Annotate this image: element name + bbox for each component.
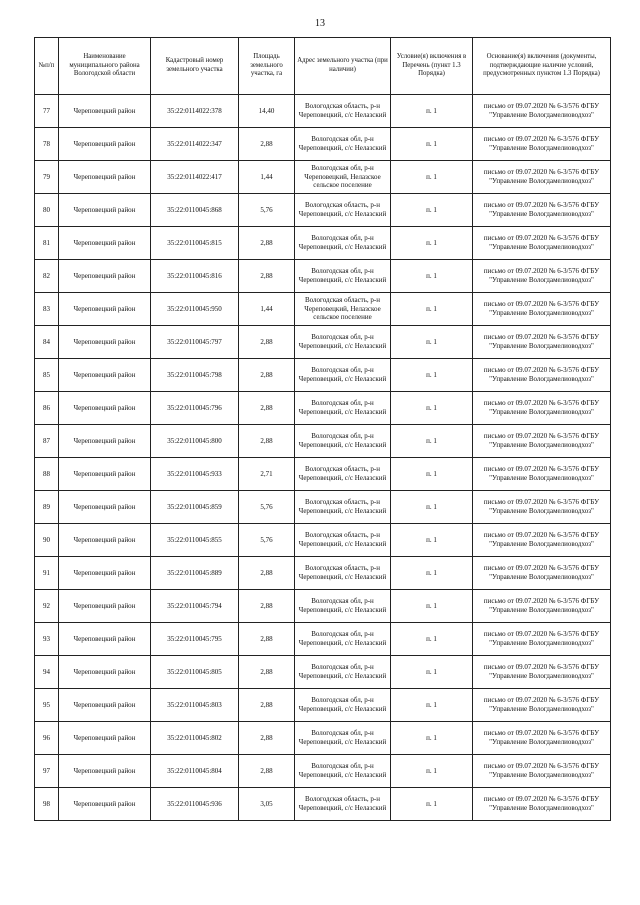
district-cell: Череповецкий район [59, 656, 151, 689]
address-cell: Вологодская обл, р-н Череповецкий, с/с Нелазский [295, 227, 391, 260]
basis-cell: письмо от 09.07.2020 № 6-3/576 ФГБУ "Управление Вологдамелиоводхоз" [473, 458, 611, 491]
condition-cell: п. 1 [391, 194, 473, 227]
condition-cell: п. 1 [391, 557, 473, 590]
address-cell: Вологодская обл, р-н Череповецкий, с/с Нелазский [295, 260, 391, 293]
cadastral-cell: 35:22:0110045:800 [151, 425, 239, 458]
basis-cell: письмо от 09.07.2020 № 6-3/576 ФГБУ "Управление Вологдамелиоводхоз" [473, 755, 611, 788]
area-cell: 2,88 [239, 722, 295, 755]
condition-cell: п. 1 [391, 458, 473, 491]
table-row [35, 227, 611, 260]
cadastral-cell: 35:22:0110045:815 [151, 227, 239, 260]
condition-cell: п. 1 [391, 326, 473, 359]
condition-cell: п. 1 [391, 95, 473, 128]
header-address: Адрес земельного участка (при наличии) [295, 38, 391, 95]
cadastral-cell: 35:22:0110045:796 [151, 392, 239, 425]
table-row [35, 623, 611, 656]
condition-cell: п. 1 [391, 722, 473, 755]
row-number: 77 [35, 95, 59, 128]
address-cell: Вологодская область, р-н Череповецкий, с/с Нелазский [295, 458, 391, 491]
row-number: 97 [35, 755, 59, 788]
basis-cell: письмо от 09.07.2020 № 6-3/576 ФГБУ "Управление Вологдамелиоводхоз" [473, 260, 611, 293]
table-row [35, 95, 611, 128]
basis-cell: письмо от 09.07.2020 № 6-3/576 ФГБУ "Управление Вологдамелиоводхоз" [473, 194, 611, 227]
basis-cell: письмо от 09.07.2020 № 6-3/576 ФГБУ "Управление Вологдамелиоводхоз" [473, 293, 611, 326]
basis-cell: письмо от 09.07.2020 № 6-3/576 ФГБУ "Управление Вологдамелиоводхоз" [473, 722, 611, 755]
district-cell: Череповецкий район [59, 590, 151, 623]
district-cell: Череповецкий район [59, 491, 151, 524]
basis-cell: письмо от 09.07.2020 № 6-3/576 ФГБУ "Управление Вологдамелиоводхоз" [473, 524, 611, 557]
row-number: 98 [35, 788, 59, 821]
basis-cell: письмо от 09.07.2020 № 6-3/576 ФГБУ "Управление Вологдамелиоводхоз" [473, 557, 611, 590]
page-number: 13 [315, 18, 325, 29]
table-row [35, 755, 611, 788]
district-cell: Череповецкий район [59, 95, 151, 128]
district-cell: Череповецкий район [59, 557, 151, 590]
condition-cell: п. 1 [391, 359, 473, 392]
area-cell: 3,05 [239, 788, 295, 821]
district-cell: Череповецкий район [59, 722, 151, 755]
basis-cell: письмо от 09.07.2020 № 6-3/576 ФГБУ "Управление Вологдамелиоводхоз" [473, 392, 611, 425]
cadastral-cell: 35:22:0110045:859 [151, 491, 239, 524]
address-cell: Вологодская область, р-н Череповецкий, Нелазское сельское поселение [295, 293, 391, 326]
area-cell: 2,88 [239, 425, 295, 458]
address-cell: Вологодская обл, р-н Череповецкий, с/с Нелазский [295, 392, 391, 425]
row-number: 86 [35, 392, 59, 425]
condition-cell: п. 1 [391, 425, 473, 458]
cadastral-cell: 35:22:0114022:378 [151, 95, 239, 128]
area-cell: 2,88 [239, 689, 295, 722]
cadastral-cell: 35:22:0114022:417 [151, 161, 239, 194]
district-cell: Череповецкий район [59, 458, 151, 491]
district-cell: Череповецкий район [59, 194, 151, 227]
area-cell: 5,76 [239, 524, 295, 557]
area-cell: 14,40 [239, 95, 295, 128]
condition-cell: п. 1 [391, 293, 473, 326]
address-cell: Вологодская обл, р-н Череповецкий, с/с Нелазский [295, 359, 391, 392]
basis-cell: письмо от 09.07.2020 № 6-3/576 ФГБУ "Управление Вологдамелиоводхоз" [473, 590, 611, 623]
condition-cell: п. 1 [391, 755, 473, 788]
cadastral-cell: 35:22:0110045:798 [151, 359, 239, 392]
address-cell: Вологодская область, р-н Череповецкий, с/с Нелазский [295, 788, 391, 821]
condition-cell: п. 1 [391, 788, 473, 821]
condition-cell: п. 1 [391, 590, 473, 623]
header-basis: Основание(я) включения (документы, подтверждающие наличие условий, предусмотренных пунктом 1.3 Порядка) [473, 38, 611, 95]
basis-cell: письмо от 09.07.2020 № 6-3/576 ФГБУ "Управление Вологдамелиоводхоз" [473, 656, 611, 689]
address-cell: Вологодская обл, р-н Череповецкий, с/с Нелазский [295, 128, 391, 161]
basis-cell: письмо от 09.07.2020 № 6-3/576 ФГБУ "Управление Вологдамелиоводхоз" [473, 95, 611, 128]
area-cell: 2,88 [239, 260, 295, 293]
address-cell: Вологодская область, р-н Череповецкий, с/с Нелазский [295, 524, 391, 557]
basis-cell: письмо от 09.07.2020 № 6-3/576 ФГБУ "Управление Вологдамелиоводхоз" [473, 491, 611, 524]
row-number: 92 [35, 590, 59, 623]
district-cell: Череповецкий район [59, 788, 151, 821]
row-number: 87 [35, 425, 59, 458]
row-number: 93 [35, 623, 59, 656]
row-number: 83 [35, 293, 59, 326]
district-cell: Череповецкий район [59, 623, 151, 656]
cadastral-cell: 35:22:0110045:868 [151, 194, 239, 227]
table-header-row [35, 38, 611, 95]
table-row [35, 425, 611, 458]
cadastral-cell: 35:22:0110045:950 [151, 293, 239, 326]
table-row [35, 689, 611, 722]
basis-cell: письмо от 09.07.2020 № 6-3/576 ФГБУ "Управление Вологдамелиоводхоз" [473, 161, 611, 194]
district-cell: Череповецкий район [59, 689, 151, 722]
table-row [35, 293, 611, 326]
condition-cell: п. 1 [391, 260, 473, 293]
row-number: 84 [35, 326, 59, 359]
cadastral-cell: 35:22:0114022:347 [151, 128, 239, 161]
header-condition: Условие(я) включения в Перечень (пункт 1.3 Порядка) [391, 38, 473, 95]
area-cell: 2,88 [239, 590, 295, 623]
address-cell: Вологодская обл, р-н Череповецкий, с/с Нелазский [295, 755, 391, 788]
table-row [35, 359, 611, 392]
cadastral-cell: 35:22:0110045:803 [151, 689, 239, 722]
area-cell: 2,88 [239, 359, 295, 392]
cadastral-cell: 35:22:0110045:804 [151, 755, 239, 788]
row-number: 78 [35, 128, 59, 161]
area-cell: 2,88 [239, 755, 295, 788]
area-cell: 5,76 [239, 194, 295, 227]
area-cell: 2,88 [239, 392, 295, 425]
district-cell: Череповецкий район [59, 359, 151, 392]
address-cell: Вологодская обл, р-н Череповецкий, с/с Нелазский [295, 425, 391, 458]
district-cell: Череповецкий район [59, 425, 151, 458]
basis-cell: письмо от 09.07.2020 № 6-3/576 ФГБУ "Управление Вологдамелиоводхоз" [473, 359, 611, 392]
basis-cell: письмо от 09.07.2020 № 6-3/576 ФГБУ "Управление Вологдамелиоводхоз" [473, 788, 611, 821]
basis-cell: письмо от 09.07.2020 № 6-3/576 ФГБУ "Управление Вологдамелиоводхоз" [473, 425, 611, 458]
condition-cell: п. 1 [391, 623, 473, 656]
table-row [35, 194, 611, 227]
condition-cell: п. 1 [391, 491, 473, 524]
address-cell: Вологодская обл, р-н Череповецкий, с/с Нелазский [295, 326, 391, 359]
header-area: Площадь земельного участка, га [239, 38, 295, 95]
address-cell: Вологодская обл, р-н Череповецкий, с/с Нелазский [295, 656, 391, 689]
basis-cell: письмо от 09.07.2020 № 6-3/576 ФГБУ "Управление Вологдамелиоводхоз" [473, 689, 611, 722]
condition-cell: п. 1 [391, 128, 473, 161]
address-cell: Вологодская область, р-н Череповецкий, с/с Нелазский [295, 557, 391, 590]
area-cell: 2,88 [239, 227, 295, 260]
table-row [35, 491, 611, 524]
cadastral-cell: 35:22:0110045:805 [151, 656, 239, 689]
district-cell: Череповецкий район [59, 161, 151, 194]
table-row [35, 557, 611, 590]
header-district: Наименование муниципального района Вологодской области [59, 38, 151, 95]
cadastral-cell: 35:22:0110045:802 [151, 722, 239, 755]
row-number: 81 [35, 227, 59, 260]
row-number: 89 [35, 491, 59, 524]
address-cell: Вологодская обл, р-н Череповецкий, с/с Нелазский [295, 689, 391, 722]
area-cell: 2,88 [239, 656, 295, 689]
row-number: 85 [35, 359, 59, 392]
area-cell: 2,88 [239, 623, 295, 656]
row-number: 88 [35, 458, 59, 491]
cadastral-cell: 35:22:0110045:855 [151, 524, 239, 557]
cadastral-cell: 35:22:0110045:936 [151, 788, 239, 821]
land-plots-table [34, 37, 611, 821]
table-row [35, 656, 611, 689]
row-number: 82 [35, 260, 59, 293]
basis-cell: письмо от 09.07.2020 № 6-3/576 ФГБУ "Управление Вологдамелиоводхоз" [473, 227, 611, 260]
address-cell: Вологодская обл, р-н Череповецкий, с/с Нелазский [295, 623, 391, 656]
table-row [35, 458, 611, 491]
district-cell: Череповецкий район [59, 392, 151, 425]
address-cell: Вологодская обл, р-н Череповецкий, с/с Нелазский [295, 590, 391, 623]
row-number: 96 [35, 722, 59, 755]
table-row [35, 788, 611, 821]
cadastral-cell: 35:22:0110045:797 [151, 326, 239, 359]
basis-cell: письмо от 09.07.2020 № 6-3/576 ФГБУ "Управление Вологдамелиоводхоз" [473, 128, 611, 161]
cadastral-cell: 35:22:0110045:933 [151, 458, 239, 491]
area-cell: 2,71 [239, 458, 295, 491]
cadastral-cell: 35:22:0110045:889 [151, 557, 239, 590]
address-cell: Вологодская обл, р-н Череповецкий, Нелазское сельское поселение [295, 161, 391, 194]
cadastral-cell: 35:22:0110045:795 [151, 623, 239, 656]
district-cell: Череповецкий район [59, 293, 151, 326]
row-number: 95 [35, 689, 59, 722]
table-row [35, 128, 611, 161]
table-row [35, 590, 611, 623]
table-row [35, 326, 611, 359]
address-cell: Вологодская область, р-н Череповецкий, с/с Нелазский [295, 95, 391, 128]
table-row [35, 260, 611, 293]
cadastral-cell: 35:22:0110045:816 [151, 260, 239, 293]
district-cell: Череповецкий район [59, 128, 151, 161]
area-cell: 2,88 [239, 128, 295, 161]
district-cell: Череповецкий район [59, 260, 151, 293]
address-cell: Вологодская область, р-н Череповецкий, с/с Нелазский [295, 491, 391, 524]
area-cell: 2,88 [239, 557, 295, 590]
cadastral-cell: 35:22:0110045:794 [151, 590, 239, 623]
condition-cell: п. 1 [391, 227, 473, 260]
district-cell: Череповецкий район [59, 227, 151, 260]
condition-cell: п. 1 [391, 161, 473, 194]
row-number: 91 [35, 557, 59, 590]
district-cell: Череповецкий район [59, 755, 151, 788]
condition-cell: п. 1 [391, 392, 473, 425]
district-cell: Череповецкий район [59, 524, 151, 557]
condition-cell: п. 1 [391, 656, 473, 689]
row-number: 94 [35, 656, 59, 689]
district-cell: Череповецкий район [59, 326, 151, 359]
header-no: №п/п [35, 38, 59, 95]
area-cell: 1,44 [239, 293, 295, 326]
table-row [35, 392, 611, 425]
basis-cell: письмо от 09.07.2020 № 6-3/576 ФГБУ "Управление Вологдамелиоводхоз" [473, 623, 611, 656]
condition-cell: п. 1 [391, 524, 473, 557]
address-cell: Вологодская область, р-н Череповецкий, с/с Нелазский [295, 194, 391, 227]
row-number: 80 [35, 194, 59, 227]
area-cell: 1,44 [239, 161, 295, 194]
condition-cell: п. 1 [391, 689, 473, 722]
basis-cell: письмо от 09.07.2020 № 6-3/576 ФГБУ "Управление Вологдамелиоводхоз" [473, 326, 611, 359]
header-cadastral: Кадастровый номер земельного участка [151, 38, 239, 95]
row-number: 79 [35, 161, 59, 194]
area-cell: 2,88 [239, 326, 295, 359]
table-row [35, 161, 611, 194]
row-number: 90 [35, 524, 59, 557]
address-cell: Вологодская обл, р-н Череповецкий, с/с Нелазский [295, 722, 391, 755]
table-row [35, 524, 611, 557]
table-row [35, 722, 611, 755]
area-cell: 5,76 [239, 491, 295, 524]
